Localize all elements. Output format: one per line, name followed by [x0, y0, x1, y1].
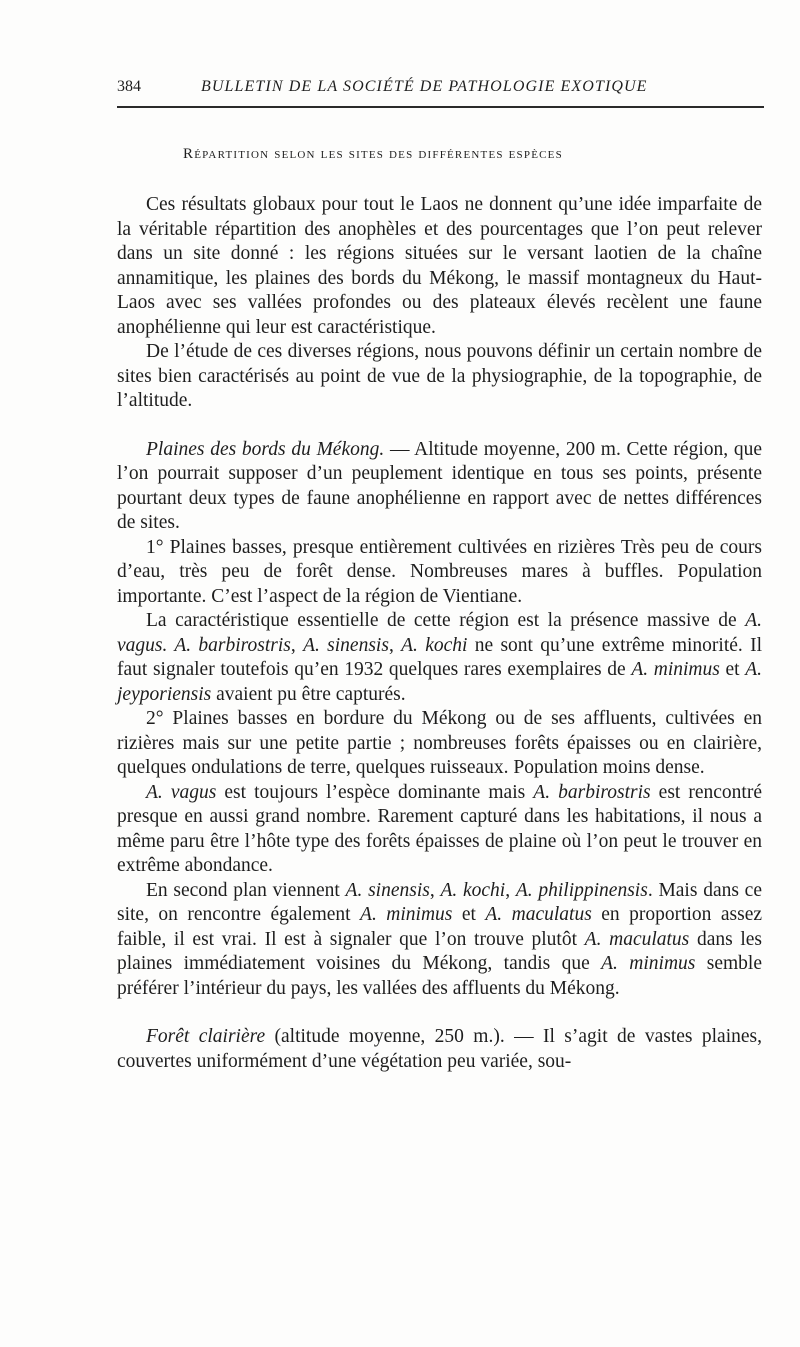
text-span: (altitude moyenne, 250 m.). — Il s’agit de vastes plaines, couvertes uniformément d’une végétation peu variée, sou- — [117, 1026, 762, 1072]
text-span: semble préférer l’intérieur du pays, les vallées des affluents du Mékong. — [117, 953, 762, 999]
text-span: , — [388, 634, 402, 656]
italic-span: Plaines des bords du Mékong. — [146, 438, 385, 460]
running-title: BULLETIN DE LA SOCIÉTÉ DE PATHOLOGIE EXOTIQUE — [201, 78, 648, 95]
text-span: — Altitude moyenne, 200 m. Cette région, que l’on pourrait supposer d’un peuplement identique en tous ses points, présente pourtant deux types de faune anophélienne en rapport avec de nettes différences de sites. — [117, 438, 762, 533]
italic-span: A. vagus — [146, 781, 217, 803]
header-rule — [117, 106, 764, 108]
text-span: est rencontré presque en aussi grand nombre. Rarement capturé dans les habitations, il nous a même paru être l’hôte type des forêts épaisses de plaine où l’on peut le trouver en extrême abondance. — [117, 781, 763, 876]
text-span: , — [505, 879, 516, 901]
italic-span: Forêt clairière — [146, 1026, 266, 1047]
italic-span: A. minimus — [360, 904, 453, 925]
text-span: 1° Plaines basses, presque entièrement cultivées en rizières Très peu de cours d’eau, très peu de forêt dense. Nombreuses mares à buffles. Population importante. C’est l’aspect de la région de Vientiane. — [117, 536, 762, 607]
text-span: dans les plaines immédiatement voisines du Mékong, tandis que — [117, 928, 762, 974]
paragraph — [117, 609, 762, 707]
italic-span: A. philippinensis — [515, 879, 648, 901]
text-span: . Mais dans ce site, on rencontre également — [117, 879, 762, 925]
italic-span: A. jeyporiensis — [117, 659, 763, 705]
italic-span: A. minimus — [631, 659, 720, 680]
text-span: et — [452, 904, 486, 925]
italic-span: A. vagus. A. barbirostris — [117, 610, 762, 656]
text-span: Ces résultats globaux pour tout le Laos ne donnent qu’une idée imparfaite de la véritable répartition des anophèles et des pourcentages que l’on peut relever dans un site donné : les régions situées sur le versant laotien de la chaîne annamitique, les plaines des bords du Mékong, le massif montagneux du Haut-Laos avec ses vallées profondes ou des plateaux élevés recèlent une faune anophélienne qui leur est caractéristique. — [117, 194, 762, 338]
text-span: en proportion assez faible, il est vrai. Il est à signaler que l’on trouve plutôt — [117, 904, 763, 950]
section-title: Répartition selon les sites des différentes espèces — [183, 146, 563, 162]
text-span: De l’étude de ces diverses régions, nous pouvons définir un certain nombre de sites bien caractérisés au point de vue de la physiographie, de la topographie, de l’altitude. — [117, 341, 762, 411]
text-span: est toujours l’espèce dominante mais — [216, 781, 534, 803]
text-span: et — [719, 659, 746, 680]
body-text — [117, 193, 762, 1074]
italic-span: A. maculatus — [584, 928, 690, 950]
paragraph — [117, 1025, 762, 1074]
paragraph — [117, 781, 762, 879]
text-span: avaient pu être capturés. — [211, 683, 406, 705]
paragraph — [117, 438, 762, 536]
paragraph — [117, 707, 762, 781]
text-span: , — [429, 879, 441, 901]
text-span: La caractéristique essentielle de cette région est la présence massive de — [146, 610, 746, 631]
italic-span: A. sinensis — [345, 879, 430, 901]
paragraph — [117, 879, 762, 1002]
text-span: , — [290, 634, 304, 656]
italic-span: A. kochi — [440, 879, 506, 901]
text-span: En second plan viennent — [146, 879, 346, 901]
text-span: 2° Plaines basses en bordure du Mékong ou de ses affluents, cultivées en rizières mais sur une petite partie ; nombreuses forêts épaisses ou en clairière, quelques ondulations de terre, quelques ruisseaux. Population moins dense. — [117, 708, 762, 778]
paragraph — [117, 340, 762, 414]
italic-span: A. kochi — [401, 634, 468, 656]
paragraph — [117, 536, 762, 610]
italic-span: A. minimus — [601, 953, 696, 974]
paragraph — [117, 193, 762, 340]
italic-span: A. maculatus — [485, 904, 592, 925]
page-header — [117, 76, 762, 106]
italic-span: A. barbirostris — [533, 781, 651, 803]
text-span: ne sont qu’une extrême minorité. Il faut signaler toutefois qu’en 1932 quelques rares exemplaires de — [117, 634, 763, 680]
italic-span: A. sinensis — [303, 634, 389, 656]
page-number: 384 — [117, 78, 141, 95]
